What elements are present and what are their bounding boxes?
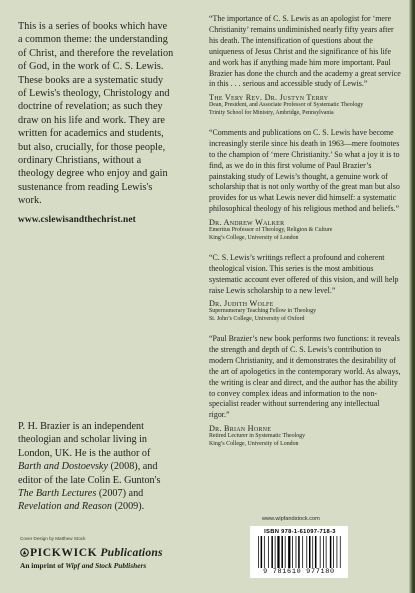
endorser-affiliation: King’s College, University of London bbox=[209, 234, 299, 241]
spine-edge bbox=[409, 0, 415, 593]
imprint-prefix: An imprint of bbox=[20, 561, 64, 570]
endorser-role: Supernumerary Teaching Fellow in Theology bbox=[209, 308, 317, 315]
endorsement-block bbox=[209, 334, 401, 449]
publisher-website-link[interactable]: www.wipfandstock.com bbox=[262, 516, 320, 522]
endorser-role: Retired Lecturer in Systematic Theology bbox=[209, 433, 306, 440]
isbn-number: ISBN 978-1-61097-718-3 bbox=[264, 529, 336, 535]
series-description bbox=[18, 20, 174, 225]
bio-book-title: Revelation and Reason bbox=[18, 501, 112, 513]
bio-text: (2009). bbox=[111, 501, 145, 513]
series-website-link[interactable]: www.cslewisandthechrist.net bbox=[18, 214, 136, 225]
endorsement-quote: “Paul Brazier’s new book performs two functions: it reveals the strength and depth of C. S. Lewis’s contribution to modern Christianity, and it demonstrates the desirability of the art of apologetics in the contemporary world. As always, the writing is clear and direct, and the author has the ability to convey complex ideas and information to the non-specialist reader without surrendering any intellectual rigor.” bbox=[209, 334, 401, 420]
endorser-name: Dr. Judith Wolfe bbox=[209, 299, 274, 309]
bio-text: (2008), and editor of the late Colin E. Gunton's bbox=[18, 461, 161, 486]
bio-book-title: The Barth Lectures bbox=[18, 488, 97, 500]
imprint-line bbox=[20, 561, 180, 570]
endorser-name: Dr. Brian Horne bbox=[209, 424, 272, 434]
endorsement-block bbox=[209, 253, 401, 324]
publisher-name-secondary: Publications bbox=[100, 546, 163, 559]
isbn-barcode bbox=[250, 526, 348, 578]
bio-text: (2007) and bbox=[96, 488, 144, 500]
barcode-bars bbox=[258, 536, 342, 568]
endorser-affiliation: King’s College, University of London bbox=[209, 441, 299, 448]
pickwick-emblem-icon bbox=[20, 548, 29, 557]
barcode-digits: 9 781610 977180 bbox=[263, 568, 335, 576]
series-intro-text: This is a series of books which have a common theme: the understanding of Christ, and therefore the revelation of God, in the work of C. S. Lewis. These books are a systematic study of Lewis's theology, Christology and doctrine of revelation; as such they draw on his life and work. They are written for academics and students, but also, crucially, for those people, ordinary Christians, without a theology degree who enjoy and gain sustenance from reading Lewis's work. bbox=[18, 21, 174, 207]
cover-design-credit: Cover Design by Matthew Stock bbox=[20, 536, 86, 541]
endorser-name: The Very Rev. Dr. Justyn Terry bbox=[209, 93, 329, 103]
endorser-affiliation: Trinity School for Ministry, Ambridge, Pennsylvania bbox=[209, 110, 334, 117]
endorsement-quote: “C. S. Lewis’s writings reflect a profound and coherent theological vision. This series is the most ambitious systematic account ever offered of this vision, and will help raise Lewis scholarship to a new level.” bbox=[209, 252, 399, 295]
endorser-name: Dr. Andrew Walker bbox=[209, 218, 285, 228]
bio-book-title: Barth and Dostoevsky bbox=[18, 461, 108, 473]
endorser-affiliation: St. John’s College, University of Oxford bbox=[209, 316, 305, 323]
endorsement-quote: “Comments and publications on C. S. Lewis have become increasingly sterile since his death in 1963—mere footnotes to the champion of ‘mere Christianity.’ So what a joy it is to find, as we do in this first volume of Paul Brazier’s painstaking study of Lewis’s thought, a genuine work of scholarship that is not only worthy of the great man but also provides for us what Lewis never did himself: a systematic philosophical theology of his religious method and beliefs.” bbox=[209, 127, 400, 214]
endorsements bbox=[209, 14, 401, 459]
publisher-logo bbox=[20, 546, 180, 570]
publisher-name-primary: PICKWICK bbox=[30, 546, 98, 559]
endorser-role: Dean, President, and Associate Professor of Systematic Theology bbox=[209, 102, 364, 109]
endorser-role: Emeritus Professor of Theology, Religion & Culture bbox=[209, 227, 333, 234]
endorsement-quote: “The importance of C. S. Lewis as an apologist for ‘mere Christianity’ remains undiminished nearly fifty years after his death. The intensification of questions about the uniqueness of Jesus Christ and the significance of his life and work has if anything made him more important. Paul Brazier has done the church and the academy a great service in this . . . serious and accessible study of Lewis.” bbox=[209, 14, 401, 89]
imprint-name: Wipf and Stock Publishers bbox=[65, 561, 147, 570]
author-bio bbox=[18, 420, 174, 514]
endorsement-block bbox=[209, 128, 401, 243]
endorsement-block bbox=[209, 14, 401, 118]
bio-text: P. H. Brazier is an independent theologian and scholar living in London, UK. He is the author of bbox=[18, 421, 151, 459]
